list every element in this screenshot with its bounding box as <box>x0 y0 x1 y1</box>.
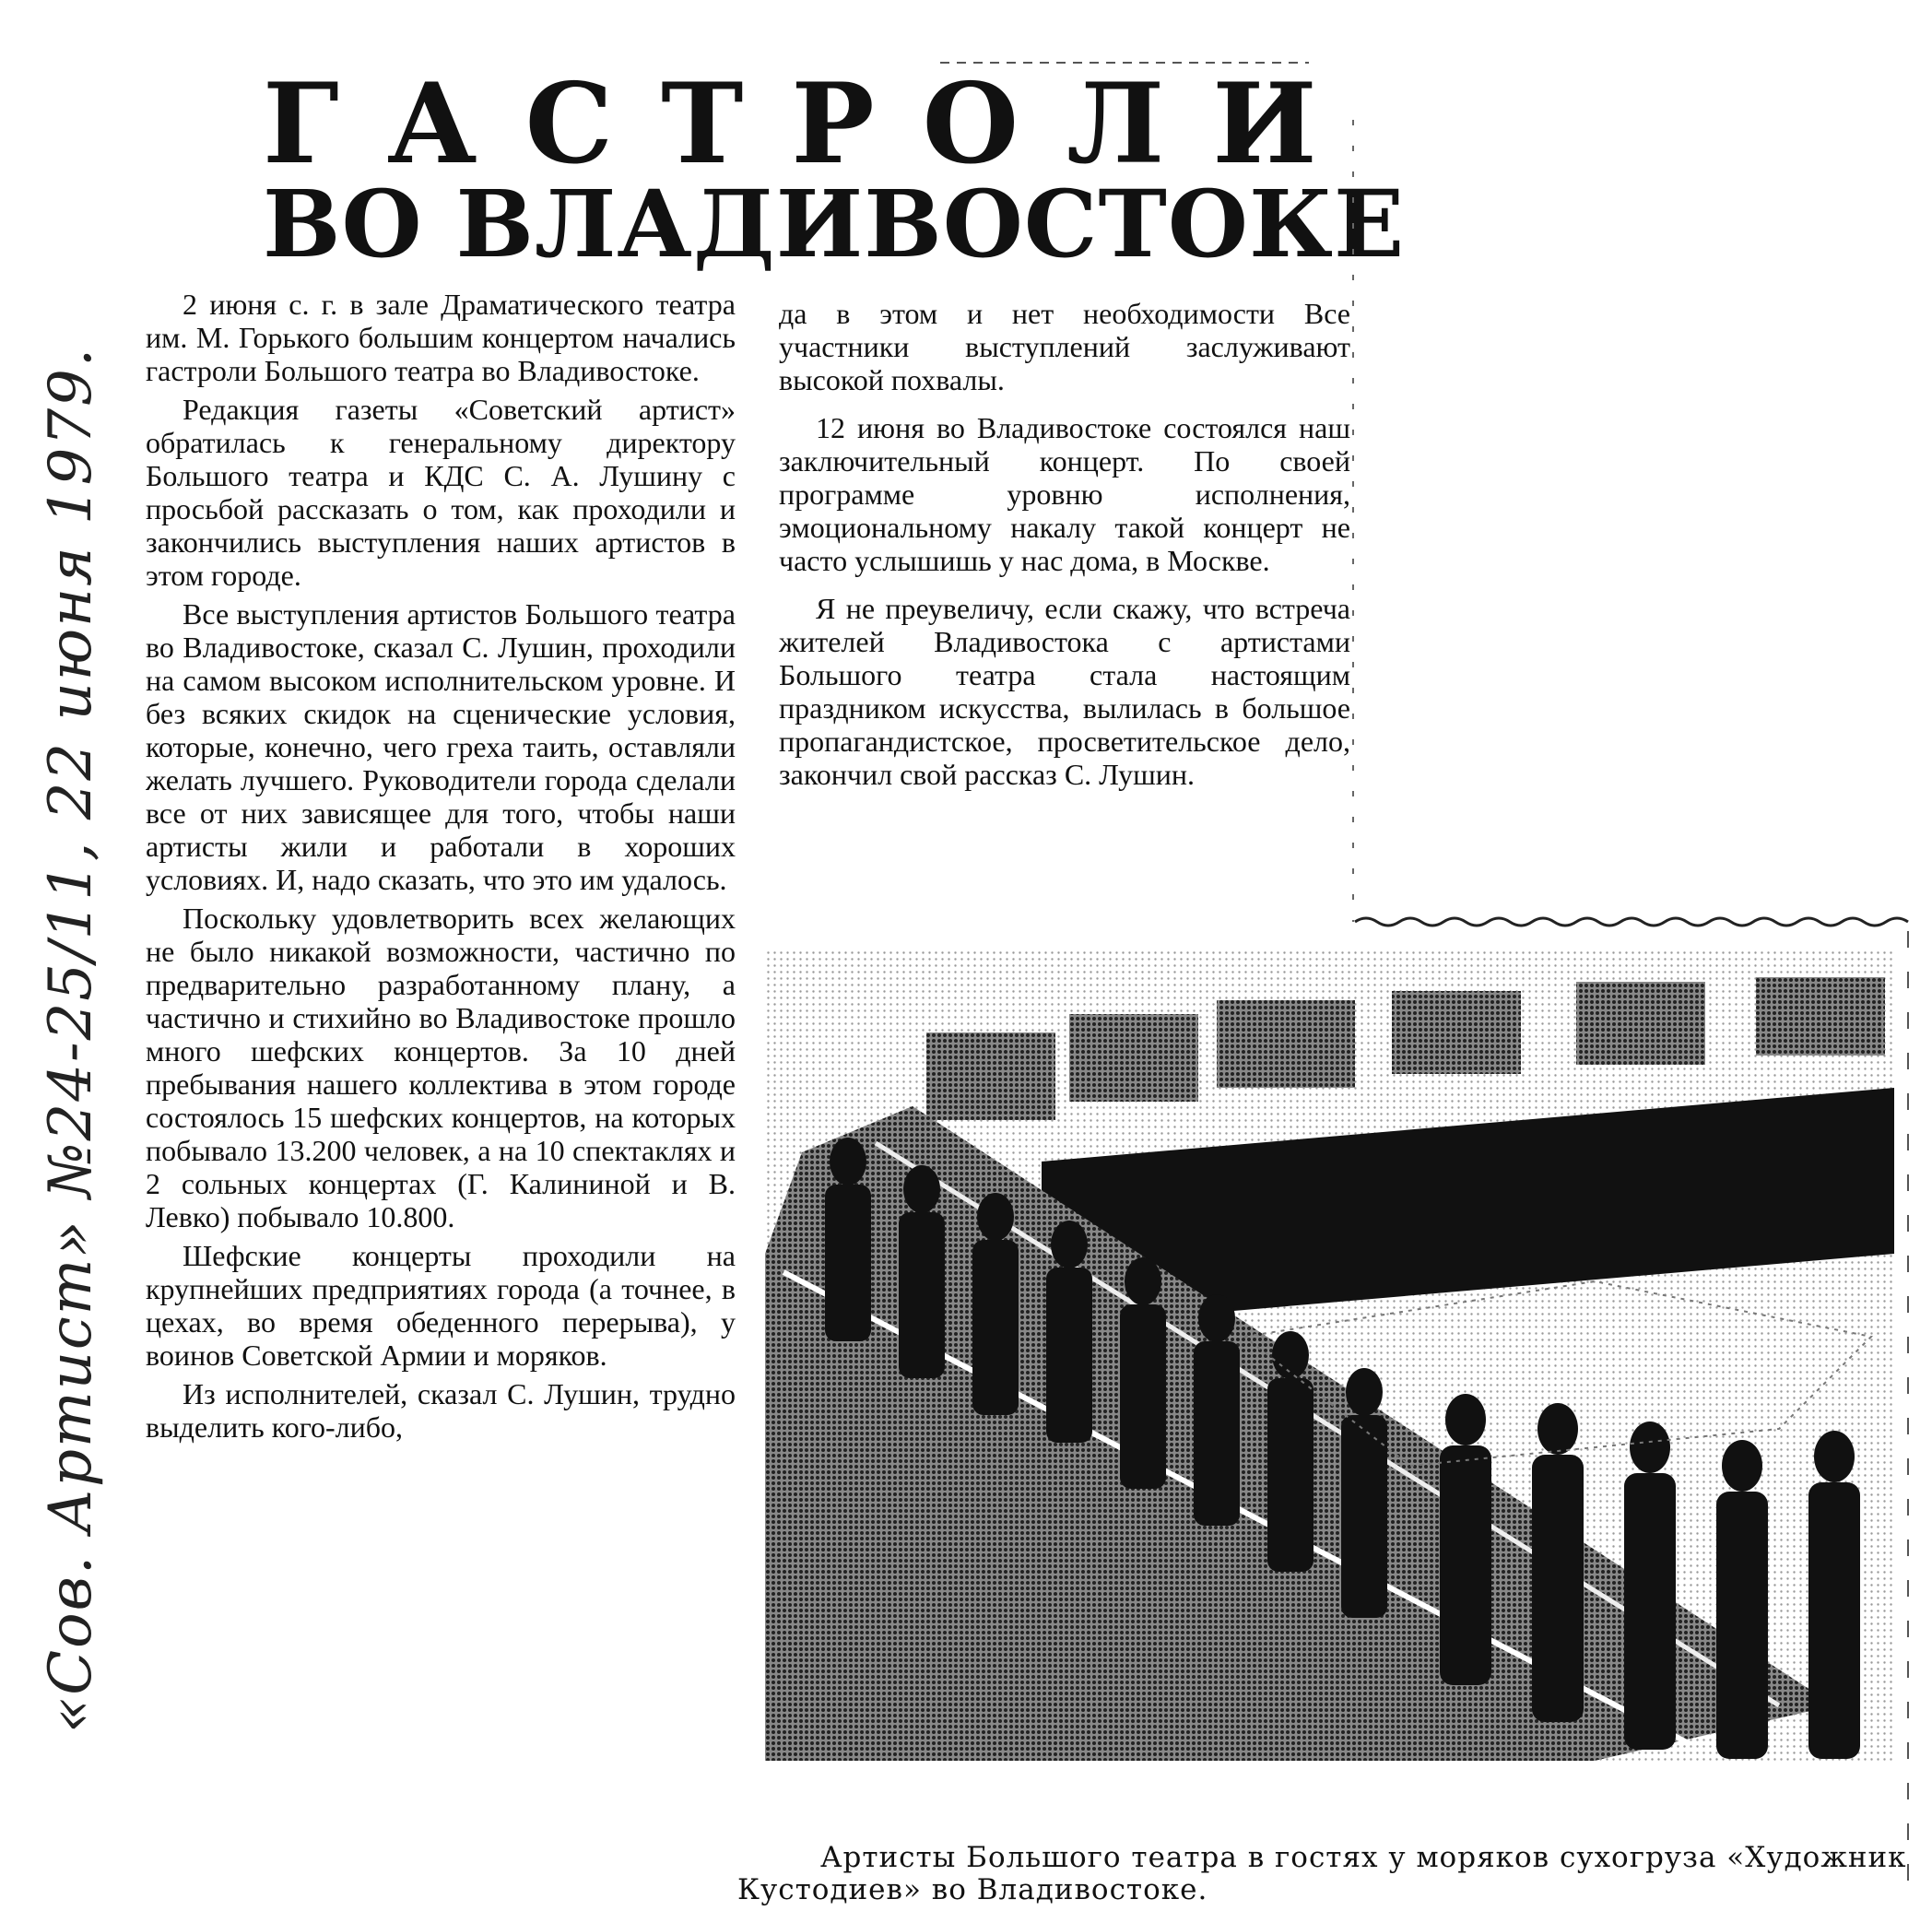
paragraph: Из исполнителей, сказал С. Лушин, трудно выделить кого-либо, <box>146 1377 736 1444</box>
paragraph: Все выступления артистов Большого театра во Владивостоке, сказал С. Лушин, проходили на самом высоком исполнительском уровне. И без всяких скидок на сценические условия, которые, конечно, чего греха таить, оставляли желать лучшего. Руководители города сделали все от них зависящее для того, чтобы наши артисты жили и работали в хороших условиях. И, надо сказать, что это им удалось. <box>146 597 736 896</box>
photo-caption: Артисты Большого театра в гостях у моряков сухогруза «Художник Кустодиев» во Владивостоке. <box>737 1841 1907 1906</box>
headline-line-1: ГАСТРОЛИ <box>263 59 1365 189</box>
paragraph: Поскольку удовлетворить всех желающих не было никакой возможности, частично по предварительно разработанному плану, а частично и стихийно во Владивостоке прошло много шефских концертов. За 10 дней пребывания нашего коллектива в этом городе состоялось 15 шефских концертов, на которых побывало 13.200 человек, а на 10 спектаклях и 2 сольных концертах (Г. Калининой и В. Левко) побывало 10.800. <box>146 902 736 1233</box>
headline-line-2: ВО ВЛАДИВОСТОКЕ <box>263 170 1406 278</box>
paragraph: Я не преувеличу, если скажу, что встреча жителей Владивостока с артистами Большого театра стала настоящим праздником искусства, вылилась в большое пропагандистское, просветительское дело, закончил свой рассказ С. Лушин. <box>779 592 1350 791</box>
news-photo <box>765 950 1894 1761</box>
paragraph: да в этом и нет необходимости Все участники выступлений заслуживают высокой похвалы. <box>779 297 1350 396</box>
paragraph: Редакция газеты «Советский артист» обратилась к генеральному директору Большого театра и КДС С. А. Лушину с просьбой рассказать о том, как проходили и закончились выступления наших артистов в этом городе. <box>146 393 736 592</box>
paragraph: 2 июня с. г. в зале Драматического театра им. М. Горького большим концертом начались гастроли Большого театра во Владивостоке. <box>146 288 736 387</box>
paragraph: Шефские концерты проходили на крупнейших предприятиях города (а точнее, в цехах, во время обеденного перерыва), у воинов Советской Армии и моряков. <box>146 1239 736 1372</box>
article-column-1 <box>146 288 736 1911</box>
handwritten-source-note: «Сов. Артист» №24-25/11, 22 июня 1979. <box>37 346 105 1733</box>
paragraph: 12 июня во Владивостоке состоялся наш заключительный концерт. По своей программе уровню исполнения, эмоциональному накалу такой концерт не часто услышишь у нас дома, в Москве. <box>779 411 1350 577</box>
article-column-2 <box>779 297 1350 806</box>
